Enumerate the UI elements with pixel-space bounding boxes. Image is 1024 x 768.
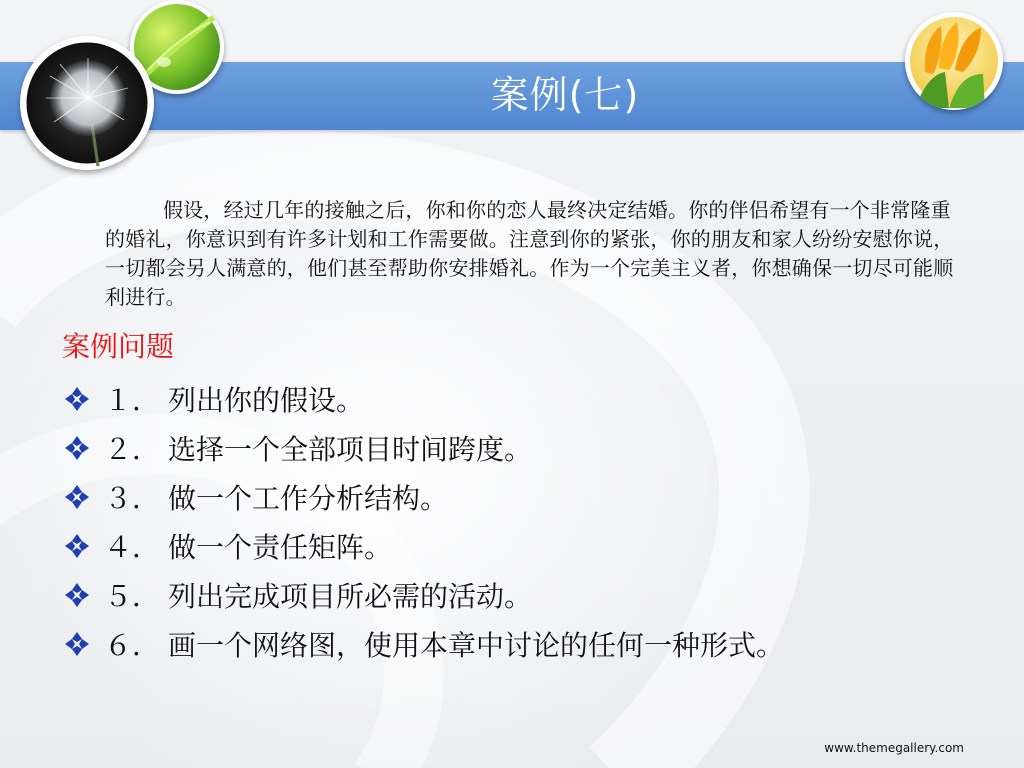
question-number: １． xyxy=(104,383,161,417)
case-questions-heading: 案例问题 xyxy=(62,330,175,363)
diamond-bullet-icon xyxy=(62,531,92,561)
question-item xyxy=(62,472,784,521)
footer-url[interactable]: www.themegallery.com xyxy=(824,741,964,755)
diamond-bullet-icon xyxy=(62,580,92,610)
diamond-bullet-icon xyxy=(62,629,92,659)
question-number: ２． xyxy=(104,432,161,466)
question-text: 列出你的假设。 xyxy=(168,383,365,417)
question-number: ４． xyxy=(104,530,161,564)
diamond-bullet-icon xyxy=(62,482,92,512)
question-number: ６． xyxy=(104,628,161,662)
question-text: 画一个网络图，使用本章中讨论的任何一种形式。 xyxy=(168,628,785,662)
question-text: 选择一个全部项目时间跨度。 xyxy=(168,432,533,466)
diamond-bullet-icon xyxy=(62,384,92,414)
case-intro-paragraph: 假设，经过几年的接触之后，你和你的恋人最终决定结婚。你的伴侣希望有一个非常隆重的婚礼，你意识到有许多计划和工作需要做。注意到你的紧张，你的朋友和家人纷纷安慰你说，一切都会另人满意的，他们甚至帮助你安排婚礼。作为一个完美主义者，你想确保一切尽可能顺利进行。 xyxy=(105,198,954,309)
question-item xyxy=(62,521,784,570)
yellow-tulip-photo xyxy=(905,12,1003,110)
question-item xyxy=(62,619,784,668)
question-item xyxy=(62,374,784,423)
case-questions-list xyxy=(62,374,784,668)
question-number: ５． xyxy=(104,579,161,613)
question-item xyxy=(62,570,784,619)
question-item xyxy=(62,423,784,472)
question-text: 做一个责任矩阵。 xyxy=(168,530,393,564)
question-number: ３． xyxy=(104,481,161,515)
question-text: 做一个工作分析结构。 xyxy=(168,481,449,515)
question-text: 列出完成项目所必需的活动。 xyxy=(168,579,533,613)
diamond-bullet-icon xyxy=(62,433,92,463)
dandelion-photo xyxy=(20,36,154,170)
slide-title: 案例(七) xyxy=(490,73,640,117)
